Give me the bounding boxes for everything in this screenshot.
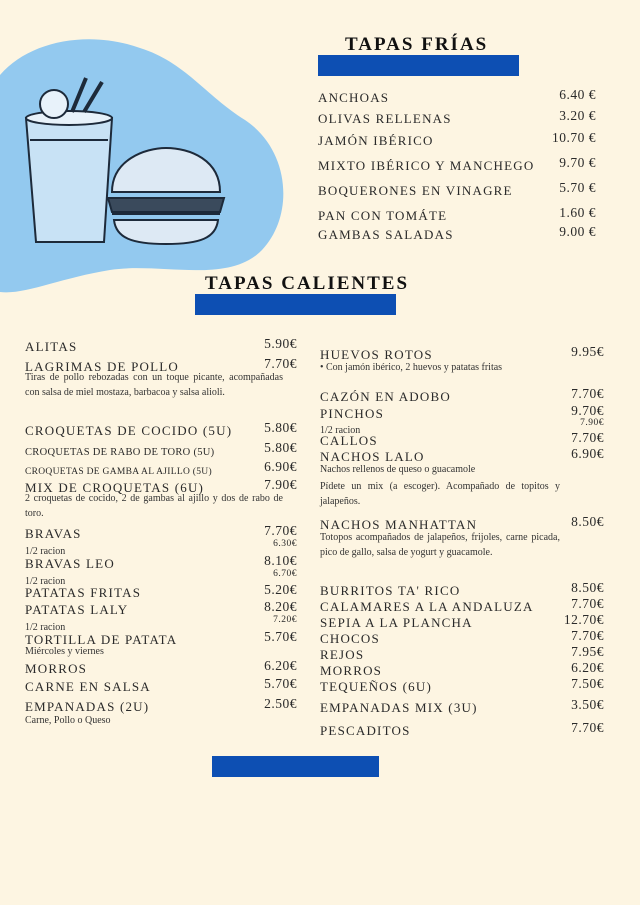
item-name: GAMBAS SALADAS xyxy=(318,227,454,242)
menu-item xyxy=(318,180,596,198)
item-price: 5.70€ xyxy=(260,629,297,645)
item-name: MORROS xyxy=(25,661,88,676)
item-name: PAN CON TOMÁTE xyxy=(318,208,448,223)
item-price: 5.80€ xyxy=(260,440,297,456)
item-price: 9.95€ xyxy=(567,344,604,360)
menu-item xyxy=(320,386,604,402)
tapas-frias-title: TAPAS FRÍAS xyxy=(345,34,489,55)
item-price: 7.70€ xyxy=(567,430,604,446)
item-name: PATATAS LALY xyxy=(25,602,129,617)
menu-item xyxy=(318,155,596,173)
item-price: 7.70€ xyxy=(260,523,297,539)
item-name: PATATAS FRITAS xyxy=(25,585,142,600)
item-price: 5.90€ xyxy=(260,336,297,352)
menu-item xyxy=(25,477,297,493)
item-name: MIXTO IBÉRICO Y MANCHEGO xyxy=(318,158,535,173)
menu-item xyxy=(25,553,297,569)
item-price: 9.70€ xyxy=(567,403,604,419)
menu-item xyxy=(318,205,596,223)
menu-item xyxy=(320,660,604,676)
item-description: Nachos rellenos de queso o guacamole xyxy=(320,464,476,475)
item-name: NACHOS LALO xyxy=(320,449,425,464)
item-price: 6.40 € xyxy=(555,87,596,103)
item-name: BRAVAS LEO xyxy=(25,556,115,571)
item-name: CAZÓN EN ADOBO xyxy=(320,389,451,404)
menu-item xyxy=(318,224,596,242)
item-name: MIX DE CROQUETAS (6U) xyxy=(25,480,205,495)
item-price: 6.70€ xyxy=(269,569,297,579)
menu-item xyxy=(25,658,297,674)
menu-item xyxy=(25,420,297,436)
menu-item xyxy=(318,108,596,126)
item-description: Tiras de pollo rebozadas con un toque picante, acompañadas con salsa de miel mostaza, barbacoa y salsa alioli. xyxy=(25,372,283,398)
item-name: 1/2 racion xyxy=(25,546,66,557)
item-name: JAMÓN IBÉRICO xyxy=(318,133,434,148)
item-description: • Con jamón ibérico, 2 huevos y patatas fritas xyxy=(320,362,503,373)
item-name: TORTILLA DE PATATA xyxy=(25,632,178,647)
item-price: 10.70 € xyxy=(548,130,596,146)
item-price: 9.00 € xyxy=(555,224,596,240)
menu-item xyxy=(320,628,604,644)
item-name: REJOS xyxy=(320,647,365,662)
item-price: 9.70 € xyxy=(555,155,596,171)
item-price: 7.50€ xyxy=(567,676,604,692)
item-price: 8.20€ xyxy=(260,599,297,615)
item-price: 7.95€ xyxy=(567,644,604,660)
item-price: 5.20€ xyxy=(260,582,297,598)
item-price: 7.70€ xyxy=(260,356,297,372)
item-price: 6.20€ xyxy=(567,660,604,676)
item-description: Miércoles y viernes xyxy=(25,646,104,657)
menu-item xyxy=(320,676,604,692)
item-name: EMPANADAS MIX (3U) xyxy=(320,700,478,715)
item-price: 7.90€ xyxy=(576,418,604,428)
item-price: 5.70€ xyxy=(260,676,297,692)
item-name: ALITAS xyxy=(25,339,78,354)
item-description: Carne, Pollo o Queso xyxy=(25,715,111,726)
item-name: PESCADITOS xyxy=(320,723,411,738)
item-name: LAGRIMAS DE POLLO xyxy=(25,359,180,374)
item-name: HUEVOS ROTOS xyxy=(320,347,433,362)
menu-item xyxy=(318,87,596,105)
item-name: BOQUERONES EN VINAGRE xyxy=(318,183,513,198)
menu-item xyxy=(320,644,604,660)
item-name: CROQUETAS DE GAMBA AL AJILLO (5U) xyxy=(25,467,212,477)
menu-item xyxy=(25,582,297,598)
item-name: OLIVAS RELLENAS xyxy=(318,111,452,126)
menu-item xyxy=(320,580,604,596)
item-name: CALAMARES A LA ANDALUZA xyxy=(320,599,534,614)
item-price: 5.70 € xyxy=(555,180,596,196)
menu-item xyxy=(25,523,297,539)
item-name: CROQUETAS DE COCIDO (5U) xyxy=(25,423,233,438)
item-price: 1.60 € xyxy=(555,205,596,221)
item-price: 3.20 € xyxy=(555,108,596,124)
item-price: 7.20€ xyxy=(269,615,297,625)
menu-item xyxy=(25,599,297,615)
item-name: BRAVAS xyxy=(25,526,82,541)
tapas-calientes-title: TAPAS CALIENTES xyxy=(205,273,410,294)
item-name: 1/2 racion xyxy=(25,576,66,587)
menu-item xyxy=(25,459,297,475)
item-price: 6.90€ xyxy=(260,459,297,475)
menu-item xyxy=(320,596,604,612)
item-name: 1/2 racion xyxy=(320,425,361,436)
item-price: 3.50€ xyxy=(567,697,604,713)
menu-item xyxy=(25,629,297,645)
item-name: ANCHOAS xyxy=(318,90,390,105)
menu-item xyxy=(320,344,604,360)
menu-item xyxy=(320,720,604,736)
item-price: 6.30€ xyxy=(269,539,297,549)
menu-item xyxy=(320,612,604,628)
title-underline-bar xyxy=(195,294,396,315)
item-price: 7.70€ xyxy=(567,596,604,612)
item-name: 1/2 racion xyxy=(25,622,66,633)
item-name: MORROS xyxy=(320,663,383,678)
item-description: Pídete un mix (a escoger). Acompañado de topitos y jalapeños. xyxy=(320,481,560,507)
item-name: PINCHOS xyxy=(320,406,385,421)
menu-item xyxy=(25,336,297,352)
menu-item xyxy=(320,514,604,530)
menu-item xyxy=(25,676,297,692)
item-name: SEPIA A LA PLANCHA xyxy=(320,615,473,630)
item-price: 12.70€ xyxy=(560,612,604,628)
item-price: 8.10€ xyxy=(260,553,297,569)
menu-item xyxy=(25,356,297,372)
item-name: CROQUETAS DE RABO DE TORO (5U) xyxy=(25,447,215,458)
item-description: 2 croquetas de cocido, 2 de gambas al ajillo y dos de rabo de toro. xyxy=(25,493,283,519)
item-price: 2.50€ xyxy=(260,696,297,712)
item-price: 7.70€ xyxy=(567,386,604,402)
menu-item xyxy=(318,130,596,148)
item-description: Totopos acompañados de jalapeños, frijoles, carne picada, pico de gallo, salsa de yogurt y guacamole. xyxy=(320,532,560,558)
item-name: CALLOS xyxy=(320,433,378,448)
item-name: TEQUEÑOS (6U) xyxy=(320,679,433,694)
menu-item xyxy=(320,697,604,713)
item-name: BURRITOS TA' RICO xyxy=(320,583,461,598)
item-price: 7.70€ xyxy=(567,720,604,736)
menu-item xyxy=(25,696,297,712)
menu-item xyxy=(25,440,297,456)
item-price: 6.90€ xyxy=(567,446,604,462)
item-name: CARNE EN SALSA xyxy=(25,679,151,694)
item-price: 6.20€ xyxy=(260,658,297,674)
menu-item xyxy=(320,403,604,419)
item-price: 7.70€ xyxy=(567,628,604,644)
item-name: CHOCOS xyxy=(320,631,380,646)
item-price: 7.90€ xyxy=(260,477,297,493)
item-name: NACHOS MANHATTAN xyxy=(320,517,478,532)
item-price: 8.50€ xyxy=(567,514,604,530)
menu-item xyxy=(320,446,604,462)
title-underline-bar xyxy=(318,55,519,76)
decorative-blob-illustration xyxy=(0,0,300,300)
item-price: 5.80€ xyxy=(260,420,297,436)
item-price: 8.50€ xyxy=(567,580,604,596)
menu-item xyxy=(320,430,604,446)
item-name: EMPANADAS (2U) xyxy=(25,699,150,714)
footer-bar xyxy=(212,756,379,777)
